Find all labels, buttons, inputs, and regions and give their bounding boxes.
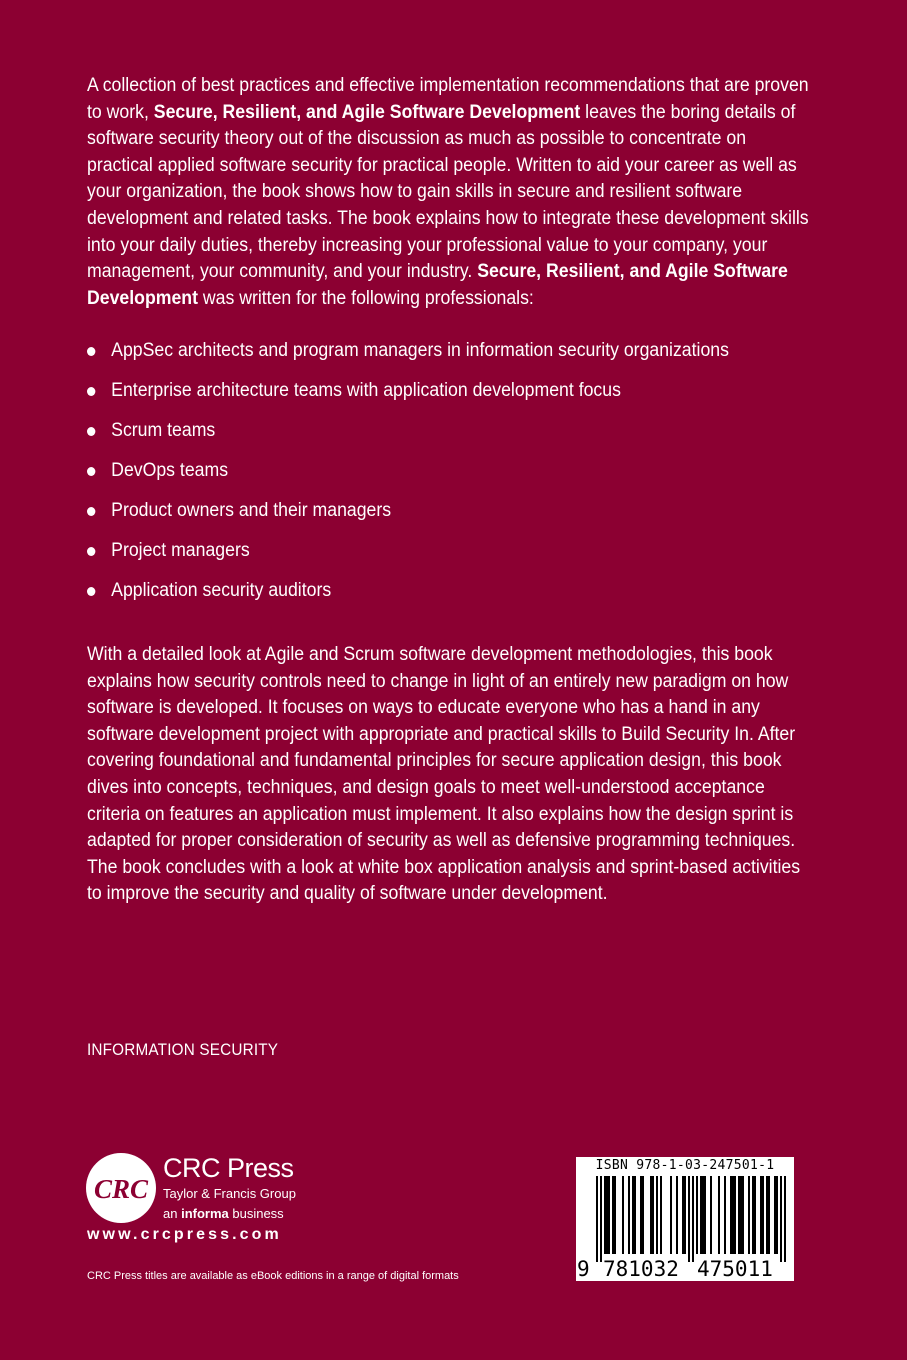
barcode-bar	[656, 1176, 658, 1254]
barcode-bar	[732, 1176, 734, 1254]
barcode-bar	[614, 1176, 616, 1254]
ean-right-group: 475011	[697, 1257, 773, 1281]
intro-text-1: A collection of best practices and effective implementation recommendations that are proven to work,	[87, 75, 809, 123]
barcode-bar	[780, 1176, 782, 1262]
barcode-bar	[776, 1176, 778, 1254]
category-label: INFORMATION SECURITY	[87, 1040, 279, 1059]
barcode-bar	[752, 1176, 754, 1254]
list-item	[87, 538, 729, 578]
barcode-bar	[748, 1176, 750, 1254]
barcode-bar	[652, 1176, 654, 1254]
barcode-bar	[604, 1176, 606, 1254]
list-item-text: Product owners and their managers	[111, 500, 392, 521]
barcode-bar	[724, 1176, 726, 1254]
barcode-bar	[762, 1176, 764, 1254]
publisher-business	[163, 1206, 284, 1221]
barcode-bar	[784, 1176, 786, 1262]
barcode-bar	[774, 1176, 776, 1254]
isbn-barcode	[576, 1157, 794, 1281]
list-item-text: AppSec architects and program managers in information security organizations	[111, 340, 729, 361]
barcode-bar	[702, 1176, 704, 1254]
book-title-bold-1: Secure, Resilient, and Agile Software Development	[153, 101, 581, 123]
barcode-bar	[710, 1176, 712, 1254]
barcode-bar	[606, 1176, 608, 1254]
barcode-bars	[584, 1176, 786, 1262]
bullet-icon	[87, 587, 95, 596]
barcode-bar	[738, 1176, 740, 1254]
barcode-bar	[612, 1176, 614, 1254]
list-item	[87, 458, 729, 498]
ean-first-digit: 9	[577, 1257, 590, 1281]
barcode-bar	[760, 1176, 762, 1254]
business-prefix: an	[163, 1206, 182, 1221]
publisher-group: Taylor & Francis Group	[163, 1186, 296, 1201]
barcode-bar	[642, 1176, 644, 1254]
barcode-bar	[682, 1176, 684, 1254]
barcode-bar	[692, 1176, 694, 1262]
barcode-bar	[622, 1176, 624, 1254]
list-item	[87, 378, 729, 418]
list-item-text: Project managers	[111, 540, 250, 561]
barcode-bar	[742, 1176, 744, 1254]
barcode-bar	[730, 1176, 732, 1254]
list-item	[87, 498, 729, 538]
barcode-bar	[684, 1176, 686, 1254]
barcode-bar	[632, 1176, 634, 1254]
book-title-bold-2: Secure, Resilient, and Agile Software Development	[87, 261, 788, 309]
ean-left-group: 781032	[603, 1257, 679, 1281]
list-item-text: DevOps teams	[111, 460, 229, 481]
business-suffix: business	[228, 1206, 284, 1221]
barcode-bar	[640, 1176, 642, 1254]
barcode-bar	[634, 1176, 636, 1254]
bullet-icon	[87, 467, 95, 476]
barcode-bar	[704, 1176, 706, 1254]
intro-paragraph	[87, 73, 809, 312]
list-item-text: Scrum teams	[111, 420, 216, 441]
publisher-url: www.crcpress.com	[87, 1226, 282, 1243]
bullet-icon	[87, 507, 95, 516]
barcode-bar	[740, 1176, 742, 1254]
outro-paragraph: With a detailed look at Agile and Scrum software development methodologies, this book explains how security controls need to change in light of an entirely new paradigm on how software is developed. It focuses on ways to educate everyone who has a hand in any software development project with appropriate and practical skills to Build Security In. After covering foundational and fundamental principles for secure application design, this book dives into concepts, techniques, and design goals to meet well-understood acceptance criteria on features an application must implement. It also explains how the design sprint is adapted for proper consideration of security as well as defensive programming techniques. The book concludes with a look at white box application analysis and sprint-based activities to improve the security and quality of software under development.	[87, 644, 801, 905]
bullet-icon	[87, 547, 95, 556]
list-item	[87, 418, 729, 458]
bullet-icon	[87, 347, 95, 356]
barcode-bar	[600, 1176, 602, 1262]
barcode-bar	[608, 1176, 610, 1254]
audience-list	[87, 338, 729, 618]
barcode-bar	[670, 1176, 672, 1254]
barcode-bar	[768, 1176, 770, 1254]
crc-logo-icon	[85, 1152, 157, 1224]
intro-text-2: leaves the boring details of software security theory out of the discussion as much as possible to concentrate on practical applied software security for practical people. Written to aid your career as well as your organization, the book shows how to gain skills in secure and resilient software development and related tasks. The book explains how to integrate these development skills into your daily duties, thereby increasing your professional value to your company, your management, your community, and your industry.	[87, 101, 809, 283]
barcode-bar	[660, 1176, 662, 1254]
barcode-bar	[766, 1176, 768, 1254]
ebook-note: CRC Press titles are available as eBook editions in a range of digital formats	[87, 1270, 459, 1282]
barcode-bar	[696, 1176, 698, 1254]
barcode-bar	[650, 1176, 652, 1254]
barcode-bar	[718, 1176, 720, 1254]
barcode-bar	[688, 1176, 690, 1262]
barcode-bar	[676, 1176, 678, 1254]
barcode-bar	[754, 1176, 756, 1254]
bullet-icon	[87, 427, 95, 436]
list-item-text: Enterprise architecture teams with application development focus	[111, 380, 621, 401]
list-item	[87, 578, 729, 618]
bullet-icon	[87, 387, 95, 396]
barcode-bar	[596, 1176, 598, 1262]
barcode-bar	[628, 1176, 630, 1254]
logo-text: CRC	[93, 1174, 149, 1204]
list-item	[87, 338, 729, 378]
publisher-name: CRC Press	[163, 1153, 294, 1183]
business-brand: informa	[181, 1206, 229, 1221]
list-item-text: Application security auditors	[111, 580, 332, 601]
intro-text-3: was written for the following professionals:	[197, 287, 534, 309]
barcode-bar	[700, 1176, 702, 1254]
isbn-label: ISBN 978-1-03-247501-1	[595, 1158, 775, 1173]
barcode-bar	[734, 1176, 736, 1254]
